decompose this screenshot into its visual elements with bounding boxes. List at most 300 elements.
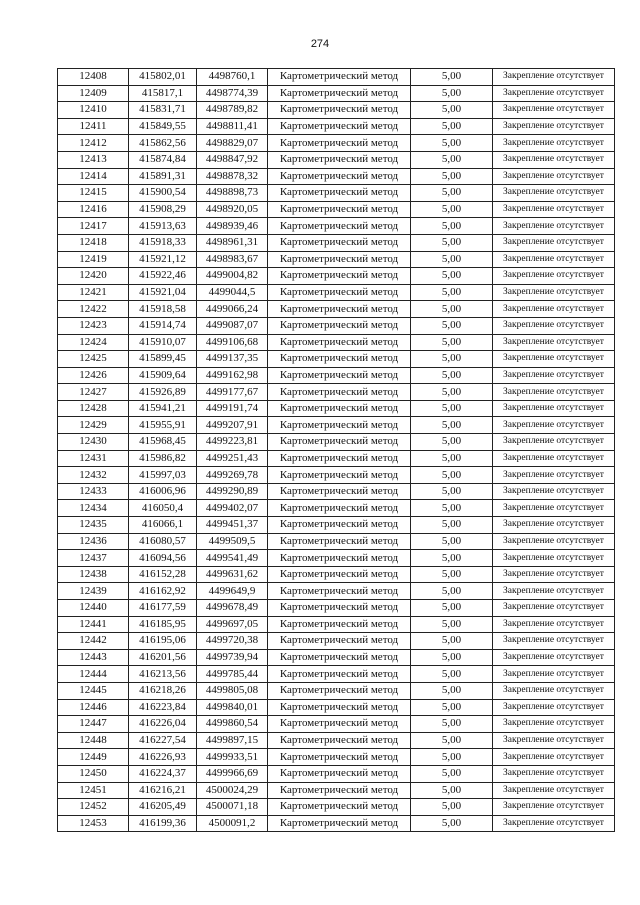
y-coordinate-cell: 4499649,9 [197,583,268,600]
y-coordinate-cell: 4499840,01 [197,699,268,716]
error-cell: 5,00 [411,600,493,617]
y-coordinate-cell: 4499251,43 [197,450,268,467]
y-coordinate-cell: 4500091,2 [197,815,268,832]
method-cell: Картометрический метод [268,815,411,832]
table-row [58,284,615,301]
y-coordinate-cell: 4498847,92 [197,151,268,168]
method-cell: Картометрический метод [268,218,411,235]
fixing-cell: Закрепление отсутствует [493,500,615,517]
table-row [58,566,615,583]
error-cell: 5,00 [411,268,493,285]
x-coordinate-cell: 416162,92 [129,583,197,600]
method-cell: Картометрический метод [268,500,411,517]
x-coordinate-cell: 415941,21 [129,400,197,417]
method-cell: Картометрический метод [268,400,411,417]
error-cell: 5,00 [411,168,493,185]
error-cell: 5,00 [411,102,493,119]
x-coordinate-cell: 416050,4 [129,500,197,517]
y-coordinate-cell: 4499697,05 [197,616,268,633]
x-coordinate-cell: 415802,01 [129,69,197,86]
y-coordinate-cell: 4499087,07 [197,317,268,334]
point-number-cell: 12433 [58,483,129,500]
table-row [58,799,615,816]
fixing-cell: Закрепление отсутствует [493,566,615,583]
error-cell: 5,00 [411,334,493,351]
table-row [58,218,615,235]
point-number-cell: 12453 [58,815,129,832]
table-row [58,367,615,384]
error-cell: 5,00 [411,400,493,417]
fixing-cell: Закрепление отсутствует [493,284,615,301]
fixing-cell: Закрепление отсутствует [493,732,615,749]
method-cell: Картометрический метод [268,351,411,368]
error-cell: 5,00 [411,649,493,666]
point-number-cell: 12409 [58,85,129,102]
point-number-cell: 12427 [58,384,129,401]
y-coordinate-cell: 4499191,74 [197,400,268,417]
x-coordinate-cell: 415913,63 [129,218,197,235]
point-number-cell: 12450 [58,765,129,782]
fixing-cell: Закрепление отсутствует [493,649,615,666]
point-number-cell: 12412 [58,135,129,152]
point-number-cell: 12440 [58,600,129,617]
method-cell: Картометрический метод [268,185,411,202]
y-coordinate-cell: 4499739,94 [197,649,268,666]
point-number-cell: 12451 [58,782,129,799]
error-cell: 5,00 [411,566,493,583]
x-coordinate-cell: 415910,07 [129,334,197,351]
y-coordinate-cell: 4500024,29 [197,782,268,799]
table-row [58,815,615,832]
point-number-cell: 12419 [58,251,129,268]
point-number-cell: 12420 [58,268,129,285]
point-number-cell: 12431 [58,450,129,467]
y-coordinate-cell: 4499785,44 [197,666,268,683]
x-coordinate-cell: 415900,54 [129,185,197,202]
method-cell: Картометрический метод [268,102,411,119]
method-cell: Картометрический метод [268,483,411,500]
point-number-cell: 12452 [58,799,129,816]
method-cell: Картометрический метод [268,566,411,583]
point-number-cell: 12418 [58,234,129,251]
method-cell: Картометрический метод [268,467,411,484]
fixing-cell: Закрепление отсутствует [493,682,615,699]
y-coordinate-cell: 4499177,67 [197,384,268,401]
y-coordinate-cell: 4499269,78 [197,467,268,484]
error-cell: 5,00 [411,85,493,102]
method-cell: Картометрический метод [268,367,411,384]
point-number-cell: 12434 [58,500,129,517]
error-cell: 5,00 [411,550,493,567]
x-coordinate-cell: 416224,37 [129,765,197,782]
x-coordinate-cell: 416226,93 [129,749,197,766]
error-cell: 5,00 [411,185,493,202]
fixing-cell: Закрепление отсутствует [493,450,615,467]
table-row [58,550,615,567]
table-row [58,483,615,500]
table-row [58,616,615,633]
point-number-cell: 12445 [58,682,129,699]
x-coordinate-cell: 416213,56 [129,666,197,683]
point-number-cell: 12438 [58,566,129,583]
table-row [58,682,615,699]
method-cell: Картометрический метод [268,550,411,567]
point-number-cell: 12411 [58,118,129,135]
method-cell: Картометрический метод [268,118,411,135]
x-coordinate-cell: 415922,46 [129,268,197,285]
error-cell: 5,00 [411,517,493,534]
point-number-cell: 12446 [58,699,129,716]
point-number-cell: 12408 [58,69,129,86]
x-coordinate-cell: 415918,33 [129,234,197,251]
error-cell: 5,00 [411,467,493,484]
x-coordinate-cell: 415921,12 [129,251,197,268]
error-cell: 5,00 [411,301,493,318]
x-coordinate-cell: 415817,1 [129,85,197,102]
y-coordinate-cell: 4499004,82 [197,268,268,285]
error-cell: 5,00 [411,135,493,152]
method-cell: Картометрический метод [268,583,411,600]
point-number-cell: 12422 [58,301,129,318]
error-cell: 5,00 [411,351,493,368]
y-coordinate-cell: 4499223,81 [197,434,268,451]
fixing-cell: Закрепление отсутствует [493,483,615,500]
table-row [58,351,615,368]
method-cell: Картометрический метод [268,799,411,816]
error-cell: 5,00 [411,749,493,766]
y-coordinate-cell: 4498829,07 [197,135,268,152]
fixing-cell: Закрепление отсутствует [493,135,615,152]
method-cell: Картометрический метод [268,251,411,268]
y-coordinate-cell: 4499631,62 [197,566,268,583]
y-coordinate-cell: 4498939,46 [197,218,268,235]
x-coordinate-cell: 415955,91 [129,417,197,434]
point-number-cell: 12417 [58,218,129,235]
fixing-cell: Закрепление отсутствует [493,583,615,600]
error-cell: 5,00 [411,234,493,251]
x-coordinate-cell: 415909,64 [129,367,197,384]
x-coordinate-cell: 415899,45 [129,351,197,368]
fixing-cell: Закрепление отсутствует [493,151,615,168]
fixing-cell: Закрепление отсутствует [493,517,615,534]
table-row [58,135,615,152]
method-cell: Картометрический метод [268,434,411,451]
method-cell: Картометрический метод [268,699,411,716]
fixing-cell: Закрепление отсутствует [493,69,615,86]
fixing-cell: Закрепление отсутствует [493,317,615,334]
y-coordinate-cell: 4499541,49 [197,550,268,567]
table-row [58,600,615,617]
fixing-cell: Закрепление отсутствует [493,716,615,733]
y-coordinate-cell: 4499106,68 [197,334,268,351]
error-cell: 5,00 [411,434,493,451]
table-row [58,633,615,650]
fixing-cell: Закрепление отсутствует [493,201,615,218]
method-cell: Картометрический метод [268,268,411,285]
table-row [58,251,615,268]
error-cell: 5,00 [411,251,493,268]
fixing-cell: Закрепление отсутствует [493,550,615,567]
x-coordinate-cell: 416177,59 [129,600,197,617]
y-coordinate-cell: 4498983,67 [197,251,268,268]
y-coordinate-cell: 4498774,39 [197,85,268,102]
x-coordinate-cell: 415849,55 [129,118,197,135]
point-number-cell: 12421 [58,284,129,301]
fixing-cell: Закрепление отсутствует [493,815,615,832]
x-coordinate-cell: 416216,21 [129,782,197,799]
table-row [58,782,615,799]
point-number-cell: 12437 [58,550,129,567]
point-number-cell: 12425 [58,351,129,368]
x-coordinate-cell: 416223,84 [129,699,197,716]
y-coordinate-cell: 4499860,54 [197,716,268,733]
error-cell: 5,00 [411,666,493,683]
x-coordinate-cell: 416227,54 [129,732,197,749]
method-cell: Картометрический метод [268,732,411,749]
y-coordinate-cell: 4499290,89 [197,483,268,500]
point-number-cell: 12448 [58,732,129,749]
point-number-cell: 12416 [58,201,129,218]
x-coordinate-cell: 416066,1 [129,517,197,534]
method-cell: Картометрический метод [268,151,411,168]
y-coordinate-cell: 4499720,38 [197,633,268,650]
point-number-cell: 12430 [58,434,129,451]
method-cell: Картометрический метод [268,517,411,534]
table-row [58,500,615,517]
x-coordinate-cell: 416080,57 [129,533,197,550]
x-coordinate-cell: 415862,56 [129,135,197,152]
coordinates-table [57,68,615,832]
y-coordinate-cell: 4499897,15 [197,732,268,749]
error-cell: 5,00 [411,483,493,500]
point-number-cell: 12428 [58,400,129,417]
table-row [58,533,615,550]
error-cell: 5,00 [411,317,493,334]
point-number-cell: 12442 [58,633,129,650]
point-number-cell: 12424 [58,334,129,351]
method-cell: Картометрический метод [268,417,411,434]
page-number: 274 [310,38,330,50]
method-cell: Картометрический метод [268,682,411,699]
x-coordinate-cell: 415918,58 [129,301,197,318]
error-cell: 5,00 [411,633,493,650]
error-cell: 5,00 [411,616,493,633]
y-coordinate-cell: 4499509,5 [197,533,268,550]
fixing-cell: Закрепление отсутствует [493,666,615,683]
point-number-cell: 12432 [58,467,129,484]
fixing-cell: Закрепление отсутствует [493,168,615,185]
x-coordinate-cell: 416201,56 [129,649,197,666]
x-coordinate-cell: 415968,45 [129,434,197,451]
table-row [58,450,615,467]
point-number-cell: 12443 [58,649,129,666]
table-row [58,201,615,218]
method-cell: Картометрический метод [268,765,411,782]
x-coordinate-cell: 416195,06 [129,633,197,650]
table-row [58,85,615,102]
x-coordinate-cell: 416226,04 [129,716,197,733]
point-number-cell: 12449 [58,749,129,766]
fixing-cell: Закрепление отсутствует [493,85,615,102]
fixing-cell: Закрепление отсутствует [493,301,615,318]
y-coordinate-cell: 4500071,18 [197,799,268,816]
error-cell: 5,00 [411,815,493,832]
y-coordinate-cell: 4498961,31 [197,234,268,251]
point-number-cell: 12439 [58,583,129,600]
x-coordinate-cell: 416199,36 [129,815,197,832]
y-coordinate-cell: 4499678,49 [197,600,268,617]
table-row [58,400,615,417]
fixing-cell: Закрепление отсутствует [493,799,615,816]
x-coordinate-cell: 416205,49 [129,799,197,816]
method-cell: Картометрический метод [268,782,411,799]
table-row [58,517,615,534]
table-row [58,384,615,401]
y-coordinate-cell: 4499137,35 [197,351,268,368]
coordinates-table-body [58,69,615,832]
y-coordinate-cell: 4498811,41 [197,118,268,135]
x-coordinate-cell: 416185,95 [129,616,197,633]
table-row [58,234,615,251]
error-cell: 5,00 [411,218,493,235]
y-coordinate-cell: 4499044,5 [197,284,268,301]
x-coordinate-cell: 416152,28 [129,566,197,583]
table-row [58,467,615,484]
error-cell: 5,00 [411,284,493,301]
table-row [58,317,615,334]
method-cell: Картометрический метод [268,533,411,550]
error-cell: 5,00 [411,118,493,135]
error-cell: 5,00 [411,533,493,550]
table-row [58,168,615,185]
y-coordinate-cell: 4498760,1 [197,69,268,86]
table-row [58,583,615,600]
fixing-cell: Закрепление отсутствует [493,749,615,766]
error-cell: 5,00 [411,682,493,699]
fixing-cell: Закрепление отсутствует [493,268,615,285]
method-cell: Картометрический метод [268,334,411,351]
method-cell: Картометрический метод [268,234,411,251]
point-number-cell: 12415 [58,185,129,202]
fixing-cell: Закрепление отсутствует [493,467,615,484]
point-number-cell: 12414 [58,168,129,185]
y-coordinate-cell: 4499066,24 [197,301,268,318]
x-coordinate-cell: 415926,89 [129,384,197,401]
table-row [58,732,615,749]
y-coordinate-cell: 4499966,69 [197,765,268,782]
point-number-cell: 12410 [58,102,129,119]
fixing-cell: Закрепление отсутствует [493,118,615,135]
table-row [58,301,615,318]
method-cell: Картометрический метод [268,301,411,318]
fixing-cell: Закрепление отсутствует [493,351,615,368]
table-row [58,765,615,782]
y-coordinate-cell: 4499402,07 [197,500,268,517]
method-cell: Картометрический метод [268,384,411,401]
error-cell: 5,00 [411,716,493,733]
table-row [58,417,615,434]
fixing-cell: Закрепление отсутствует [493,533,615,550]
table-row [58,434,615,451]
error-cell: 5,00 [411,782,493,799]
fixing-cell: Закрепление отсутствует [493,400,615,417]
method-cell: Картометрический метод [268,649,411,666]
method-cell: Картометрический метод [268,633,411,650]
method-cell: Картометрический метод [268,317,411,334]
point-number-cell: 12429 [58,417,129,434]
y-coordinate-cell: 4498920,05 [197,201,268,218]
y-coordinate-cell: 4499207,91 [197,417,268,434]
y-coordinate-cell: 4499805,08 [197,682,268,699]
method-cell: Картометрический метод [268,616,411,633]
method-cell: Картометрический метод [268,716,411,733]
table-row [58,118,615,135]
x-coordinate-cell: 416006,96 [129,483,197,500]
method-cell: Картометрический метод [268,168,411,185]
x-coordinate-cell: 416218,26 [129,682,197,699]
y-coordinate-cell: 4499933,51 [197,749,268,766]
table-row [58,649,615,666]
fixing-cell: Закрепление отсутствует [493,600,615,617]
table-row [58,185,615,202]
point-number-cell: 12413 [58,151,129,168]
y-coordinate-cell: 4499451,37 [197,517,268,534]
x-coordinate-cell: 415986,82 [129,450,197,467]
fixing-cell: Закрепление отсутствует [493,765,615,782]
point-number-cell: 12436 [58,533,129,550]
x-coordinate-cell: 415914,74 [129,317,197,334]
method-cell: Картометрический метод [268,749,411,766]
fixing-cell: Закрепление отсутствует [493,367,615,384]
error-cell: 5,00 [411,151,493,168]
table-row [58,666,615,683]
point-number-cell: 12441 [58,616,129,633]
method-cell: Картометрический метод [268,85,411,102]
fixing-cell: Закрепление отсутствует [493,185,615,202]
table-row [58,749,615,766]
error-cell: 5,00 [411,500,493,517]
x-coordinate-cell: 415921,04 [129,284,197,301]
table-row [58,69,615,86]
table-row [58,102,615,119]
x-coordinate-cell: 415831,71 [129,102,197,119]
x-coordinate-cell: 416094,56 [129,550,197,567]
error-cell: 5,00 [411,450,493,467]
method-cell: Картометрический метод [268,450,411,467]
point-number-cell: 12447 [58,716,129,733]
fixing-cell: Закрепление отсутствует [493,434,615,451]
x-coordinate-cell: 415891,31 [129,168,197,185]
error-cell: 5,00 [411,765,493,782]
error-cell: 5,00 [411,367,493,384]
fixing-cell: Закрепление отсутствует [493,782,615,799]
table-row [58,699,615,716]
error-cell: 5,00 [411,384,493,401]
table-row [58,268,615,285]
method-cell: Картометрический метод [268,135,411,152]
fixing-cell: Закрепление отсутствует [493,699,615,716]
x-coordinate-cell: 415874,84 [129,151,197,168]
y-coordinate-cell: 4499162,98 [197,367,268,384]
method-cell: Картометрический метод [268,69,411,86]
y-coordinate-cell: 4498878,32 [197,168,268,185]
method-cell: Картометрический метод [268,600,411,617]
table-row [58,334,615,351]
method-cell: Картометрический метод [268,666,411,683]
fixing-cell: Закрепление отсутствует [493,633,615,650]
error-cell: 5,00 [411,732,493,749]
method-cell: Картометрический метод [268,284,411,301]
